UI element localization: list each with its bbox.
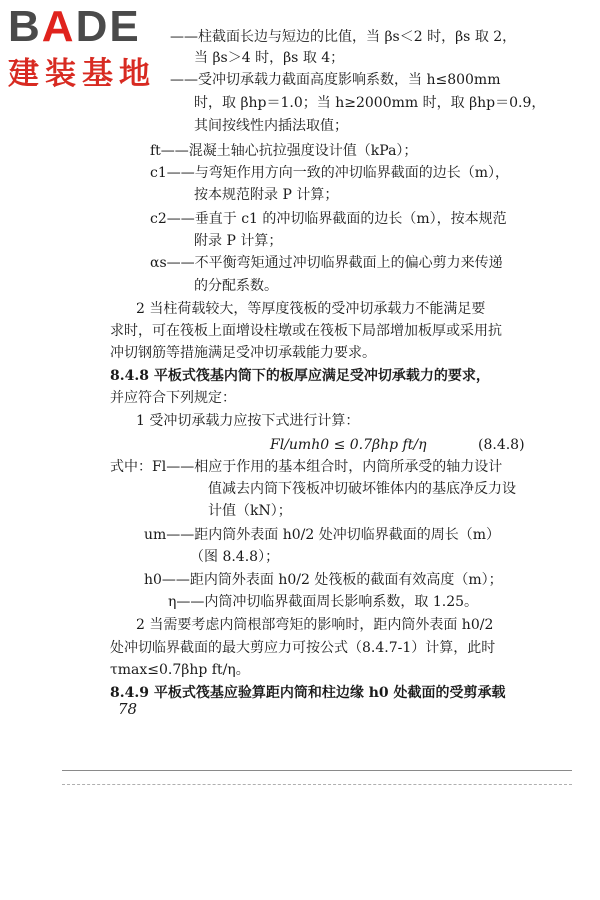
logo-chinese: 建装基地 [8, 56, 156, 92]
text-line: 时，取 βhp＝1.0；当 h≥2000mm 时，取 βhp＝0.9， [194, 95, 546, 111]
text-line: ——柱截面长边与短边的比值，当 βs＜2 时，βs 取 2， [170, 29, 517, 45]
text-line: 式中：Fl——相应于作用的基本组合时，内筒所承受的轴力设计 [110, 459, 503, 475]
text-line: 求时，可在筏板上面增设柱墩或在筏板下局部增加板厚或采用抗 [110, 323, 502, 339]
equation: Fl/umh0 ≤ 0.7βhp ft/η [270, 437, 427, 453]
text-line: ——受冲切承载力截面高度影响系数，当 h≤800mm [170, 72, 501, 88]
text-line: （图 8.4.8）； [190, 549, 280, 565]
text-line: 当 βs＞4 时，βs 取 4； [194, 50, 345, 66]
text-line: 2 当需要考虑内筒根部弯矩的影响时，距内筒外表面 h0/2 [136, 617, 494, 633]
divider [62, 770, 572, 771]
text-line: 2 当柱荷载较大，等厚度筏板的受冲切承载力不能满足要 [136, 301, 486, 317]
text-line: c1——与弯矩作用方向一致的冲切临界截面的边长（m）， [150, 165, 510, 181]
text-line: τmax≤0.7βhp ft/η。 [110, 662, 250, 678]
text-line: 值减去内筒下筏板冲切破坏锥体内的基底净反力设 [208, 481, 516, 497]
clause-heading: 8.4.8 平板式筏基内筒下的板厚应满足受冲切承载力的要求， [110, 368, 490, 384]
text-line: 1 受冲切承载力应按下式进行计算： [136, 413, 360, 429]
text-line: η——内筒冲切临界截面周长影响系数，取 1.25。 [168, 594, 479, 610]
divider [62, 784, 572, 785]
text-line: 附录 P 计算； [194, 233, 283, 249]
logo-wordmark: BADE [8, 2, 141, 51]
clause-heading: 8.4.9 平板式筏基应验算距内筒和柱边缘 h0 处截面的受剪承载 [110, 685, 506, 701]
text-line: αs——不平衡弯矩通过冲切临界截面上的偏心剪力来传递 [150, 255, 503, 271]
logo [8, 4, 178, 96]
text-line: h0——距内筒外表面 h0/2 处筏板的截面有效高度（m）； [144, 572, 503, 588]
text-line: um——距内筒外表面 h0/2 处冲切临界截面的周长（m） [144, 527, 501, 543]
page-number: 78 [118, 700, 138, 718]
text-line: 并应符合下列规定： [110, 390, 236, 406]
text-line: 冲切钢筋等措施满足受冲切承载能力要求。 [110, 345, 376, 361]
text-line: 的分配系数。 [194, 278, 278, 294]
text-line: 计值（kN）； [208, 503, 292, 519]
equation-number: (8.4.8) [478, 437, 525, 453]
text-line: c2——垂直于 c1 的冲切临界截面的边长（m），按本规范 [150, 211, 507, 227]
text-line: 按本规范附录 P 计算； [194, 187, 339, 203]
text-line: 其间按线性内插法取值； [194, 118, 348, 134]
text-line: ft——混凝土轴心抗拉强度设计值（kPa）； [150, 143, 418, 159]
text-line: 处冲切临界截面的最大剪应力可按公式（8.4.7-1）计算，此时 [110, 640, 496, 656]
